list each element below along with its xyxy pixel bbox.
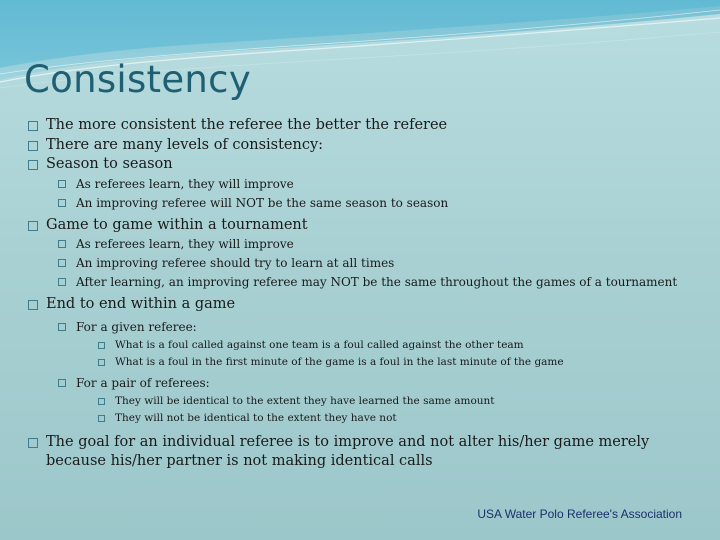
bullet-text: There are many levels of consistency:	[46, 136, 324, 153]
bullet-text: The goal for an individual referee is to improve and not alter his/her game merely because his/her partner is not making identical calls	[46, 433, 650, 469]
sub-bullet-item	[26, 273, 706, 292]
sub-bullet-item	[26, 175, 706, 194]
square-bullet-icon	[28, 438, 38, 448]
square-bullet-icon	[58, 278, 66, 286]
bullet-text: After learning, an improving referee may NOT be the same throughout the games of a tournament	[76, 275, 678, 289]
square-bullet-icon	[28, 160, 38, 170]
square-bullet-icon	[28, 221, 38, 231]
bullet-text: As referees learn, they will improve	[76, 237, 294, 251]
bullet-text: As referees learn, they will improve	[76, 176, 294, 191]
bullet-item	[26, 136, 706, 156]
sub-bullet-item	[26, 374, 706, 393]
square-bullet-icon	[98, 415, 105, 422]
square-bullet-icon	[58, 240, 66, 248]
bullet-text: They will be identical to the extent they have learned the same amount	[115, 394, 495, 407]
bullet-text: An improving referee should try to learn at all times	[76, 256, 395, 270]
sub-sub-bullet-item	[26, 410, 706, 427]
bullet-text: They will not be identical to the extent they have not	[115, 411, 397, 424]
bullet-text: What is a foul called against one team is a foul called against the other team	[115, 338, 524, 351]
bullet-item	[26, 295, 706, 315]
square-bullet-icon	[58, 379, 66, 387]
square-bullet-icon	[28, 141, 38, 151]
bullet-text: What is a foul in the first minute of the game is a foul in the last minute of the game	[115, 355, 564, 368]
square-bullet-icon	[58, 259, 66, 267]
bullet-text: For a given referee:	[76, 319, 197, 334]
bullet-text: For a pair of referees:	[76, 375, 210, 390]
square-bullet-icon	[98, 342, 105, 349]
sub-bullet-item	[26, 194, 706, 213]
sub-sub-bullet-item	[26, 393, 706, 410]
bullet-item	[26, 116, 706, 136]
square-bullet-icon	[58, 199, 66, 207]
slide-body	[26, 116, 706, 472]
footer-credit: USA Water Polo Referee's Association	[477, 507, 682, 521]
bullet-text: The more consistent the referee the better the referee	[46, 117, 448, 133]
square-bullet-icon	[98, 398, 105, 405]
square-bullet-icon	[28, 121, 38, 131]
bullet-text: Game to game within a tournament	[46, 216, 308, 233]
bullet-item	[26, 433, 706, 472]
sub-sub-bullet-item	[26, 337, 706, 354]
bullet-item	[26, 155, 706, 175]
bullet-text: Season to season	[46, 156, 173, 172]
sub-bullet-item	[26, 235, 706, 254]
sub-bullet-item	[26, 318, 706, 337]
bullet-text: An improving referee will NOT be the same season to season	[76, 195, 449, 210]
square-bullet-icon	[28, 300, 38, 310]
slide-title: Consistency	[24, 58, 252, 101]
bullet-item	[26, 216, 706, 236]
bullet-text: End to end within a game	[46, 296, 236, 312]
square-bullet-icon	[98, 359, 105, 366]
square-bullet-icon	[58, 180, 66, 188]
square-bullet-icon	[58, 323, 66, 331]
sub-bullet-item	[26, 254, 706, 273]
sub-sub-bullet-item	[26, 354, 706, 371]
